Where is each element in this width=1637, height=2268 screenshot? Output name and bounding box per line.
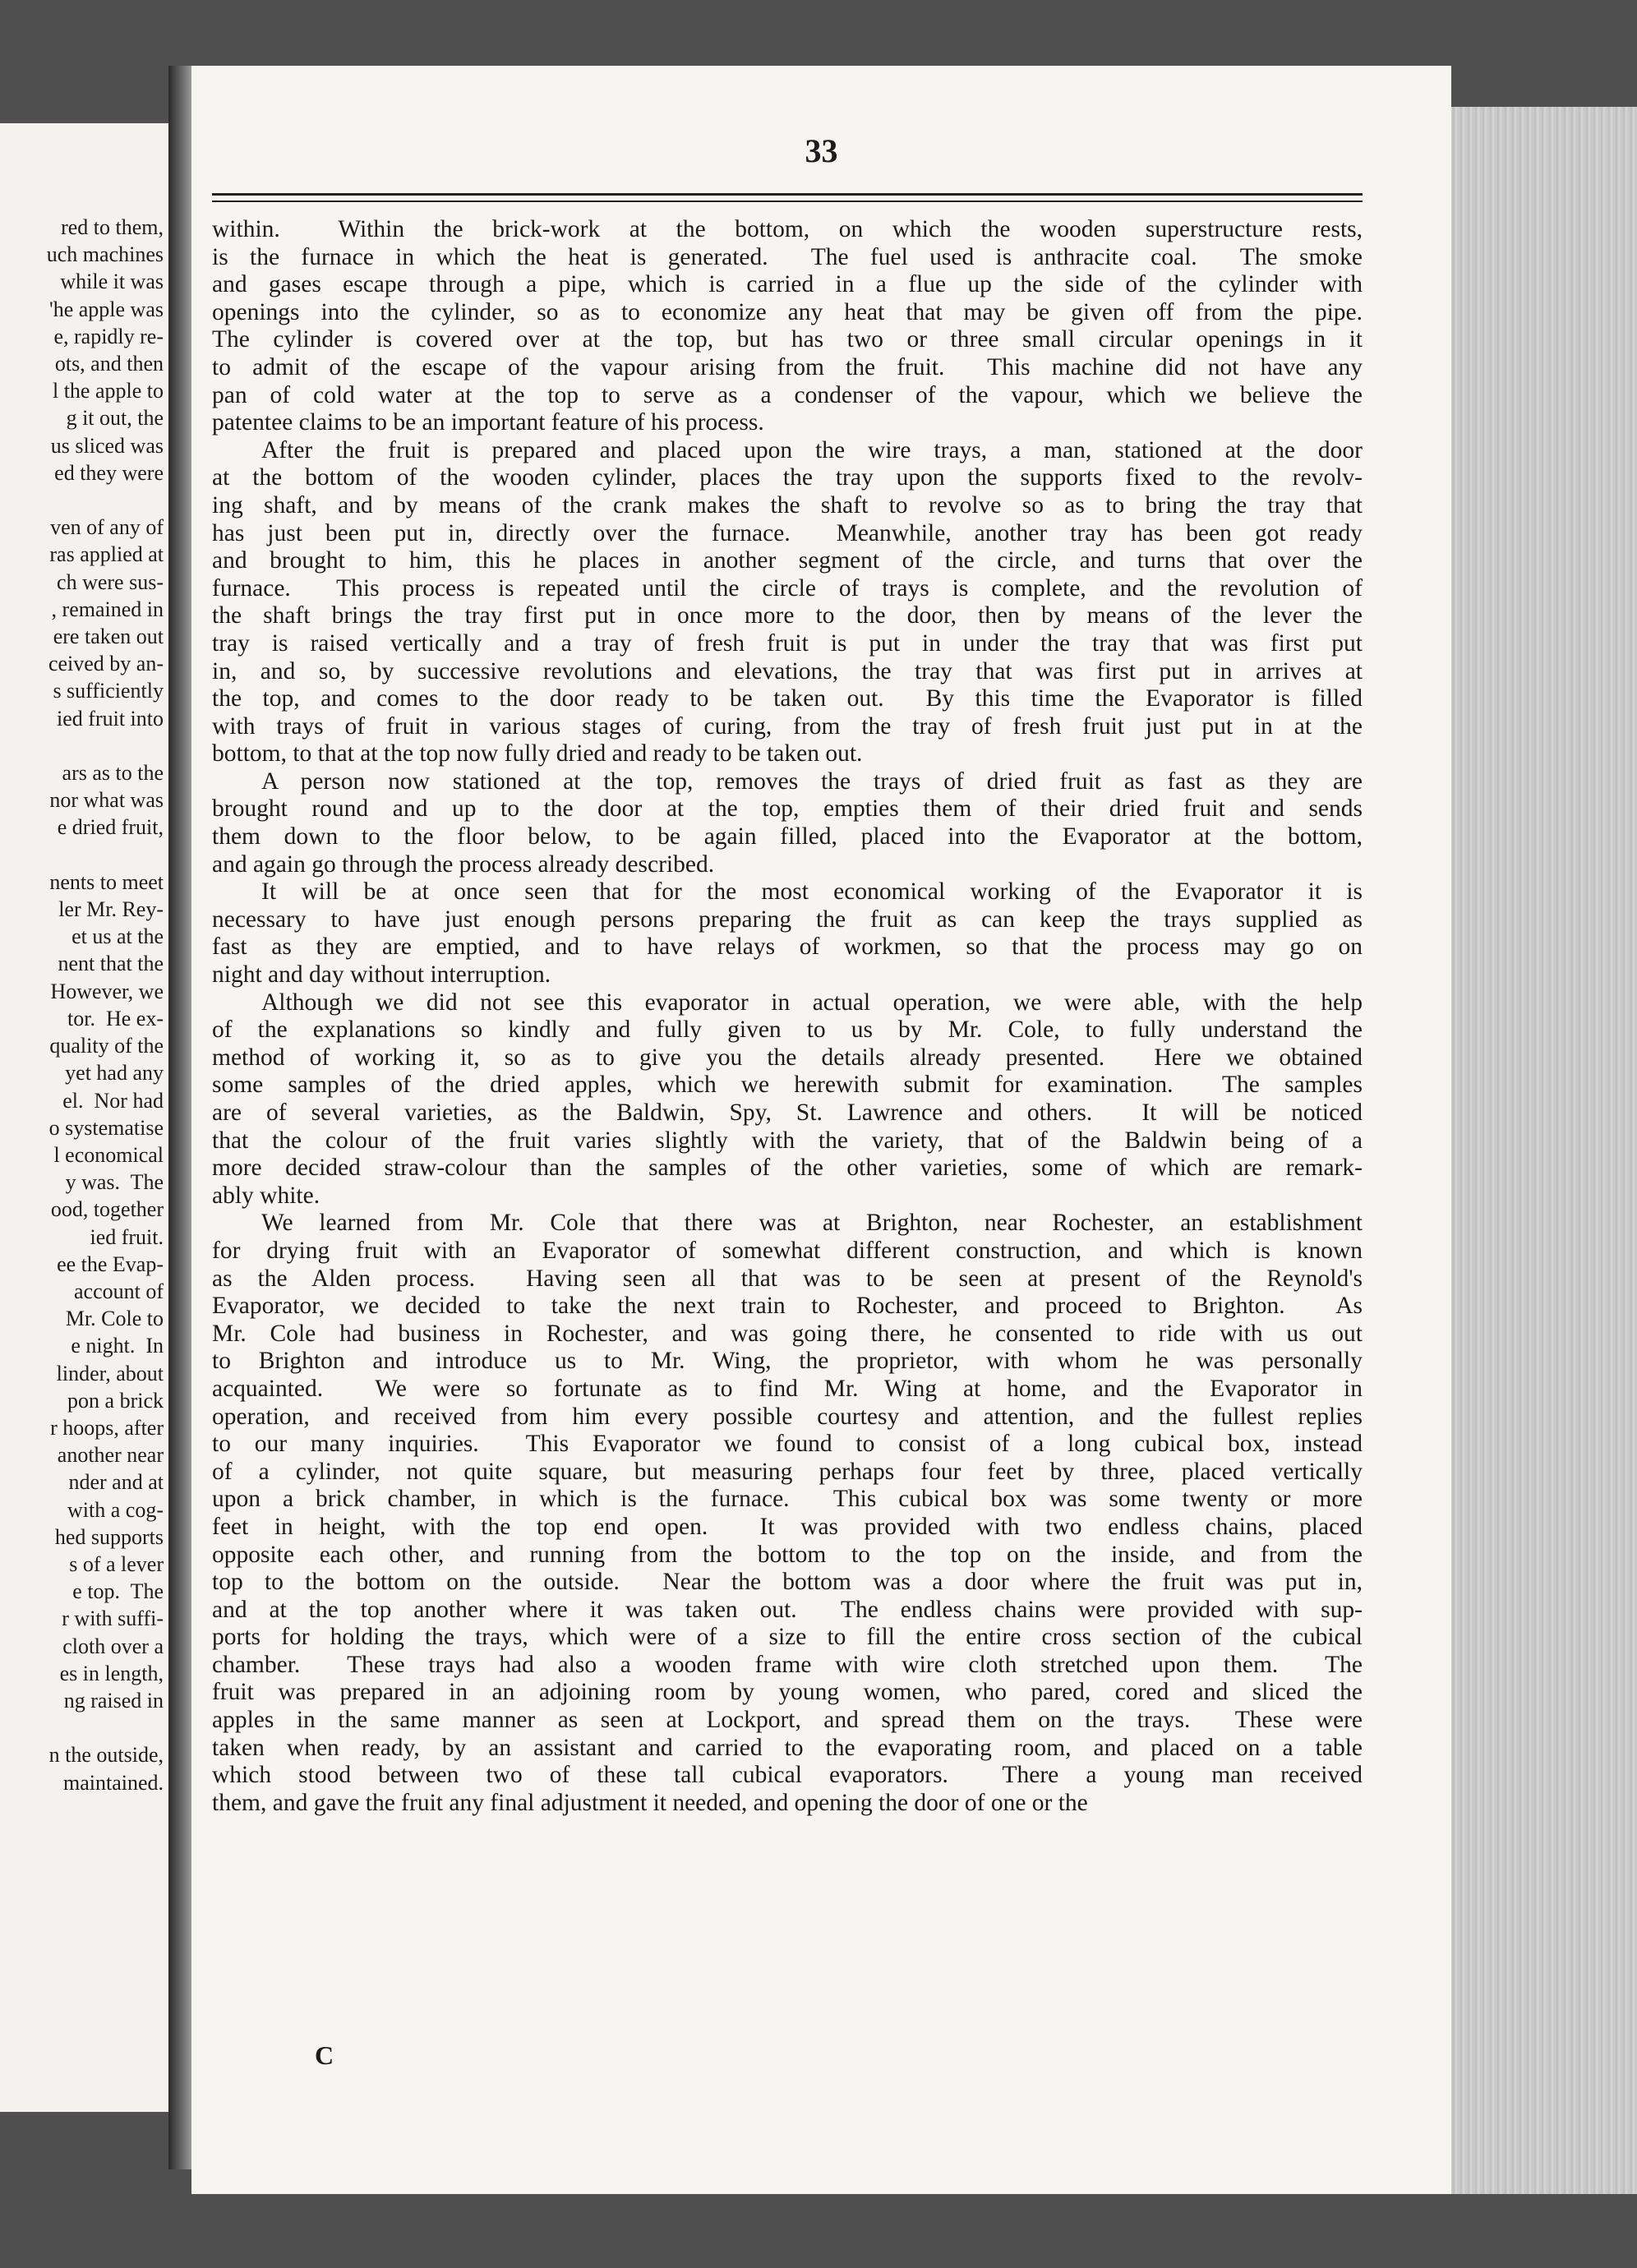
text-line: with trays of fruit in various stages of curing, from the tray of fresh fruit just put in at the bbox=[212, 712, 1363, 740]
previous-page-line: tor. He ex- bbox=[67, 1006, 164, 1030]
previous-page-line: nents to meet bbox=[49, 869, 164, 894]
previous-page-line bbox=[0, 732, 164, 759]
text-line: top to the bottom on the outside. Near the bottom was a door where the fruit was put in, bbox=[212, 1569, 1363, 1596]
text-line: and gases escape through a pipe, which is carried in a flue up the side of the cylinder with bbox=[212, 271, 1363, 298]
previous-page-line: ng raised in bbox=[63, 1688, 164, 1713]
previous-page-line: s sufficiently bbox=[53, 679, 164, 703]
text-line: them down to the floor below, to be again filled, placed into the Evaporator at the bottom, bbox=[212, 823, 1363, 850]
body-text bbox=[212, 216, 1363, 1817]
header-rule bbox=[212, 193, 1363, 206]
previous-page-line: Mr. Cole to bbox=[65, 1307, 164, 1331]
text-line: feet in height, with the top end open. It was provided with two endless chains, placed bbox=[212, 1513, 1363, 1540]
text-line: has just been put in, directly over the furnace. Meanwhile, another tray has been got ready bbox=[212, 519, 1363, 546]
previous-page-line: r with suffi- bbox=[62, 1606, 164, 1631]
previous-page-line: ied fruit. bbox=[90, 1224, 164, 1249]
previous-page-line: e top. The bbox=[72, 1579, 164, 1604]
text-line: A person now stationed at the top, removes the trays of dried fruit as fast as they are bbox=[261, 768, 1363, 795]
text-line: to our many inquiries. This Evaporator we found to consist of a long cubical box, instead bbox=[212, 1431, 1363, 1458]
previous-page-line: hed supports bbox=[54, 1524, 164, 1549]
previous-page-line: o systematise bbox=[48, 1115, 164, 1140]
previous-page-line: ras applied at bbox=[49, 542, 164, 567]
text-line: in, and so, by successive revolutions and elevations, the tray that was first put in arrives at bbox=[212, 657, 1363, 685]
text-line: night and day without interruption. bbox=[212, 961, 551, 989]
text-line: ing shaft, and by means of the crank makes the shaft to revolve so as to bring the tray that bbox=[212, 491, 1363, 519]
text-line: After the fruit is prepared and placed upon the wire trays, a man, stationed at the door bbox=[261, 436, 1363, 463]
text-line: as the Alden process. Having seen all that was to be seen at present of the Reynold's bbox=[212, 1265, 1363, 1292]
previous-page-line: es in length, bbox=[59, 1661, 164, 1685]
previous-page-line: e, rapidly re- bbox=[53, 324, 164, 348]
text-line: fruit was prepared in an adjoining room by young women, who pared, cored and sliced the bbox=[212, 1679, 1363, 1706]
previous-page-line: , remained in bbox=[51, 597, 164, 621]
page-number: 33 bbox=[805, 132, 838, 169]
text-line: of a cylinder, not quite square, but measuring perhaps four feet by three, placed vertically bbox=[212, 1458, 1363, 1485]
book-gutter bbox=[168, 66, 191, 2169]
previous-page-line: ch were sus- bbox=[57, 569, 164, 594]
previous-page-line: ots, and then bbox=[54, 352, 164, 376]
text-line: Evaporator, we decided to take the next train to Rochester, and proceed to Brighton. As bbox=[212, 1293, 1363, 1320]
text-line: method of working it, so as to give you the details already presented. Here we obtained bbox=[212, 1044, 1363, 1071]
text-line: and again go through the process already described. bbox=[212, 850, 715, 878]
signature-mark: C bbox=[315, 2040, 334, 2070]
text-line: pan of cold water at the top to serve as a condenser of the vapour, which we believe the bbox=[212, 381, 1363, 408]
text-line: to admit of the escape of the vapour arising from the fruit. This machine did not have any bbox=[212, 353, 1363, 380]
previous-page-line: 'he apple was bbox=[49, 297, 164, 321]
previous-page-line: l economical bbox=[53, 1142, 164, 1167]
previous-page-line bbox=[0, 841, 164, 869]
text-line: apples in the same manner as seen at Lockport, and spread them on the trays. These were bbox=[212, 1707, 1363, 1734]
paragraph bbox=[212, 768, 1363, 878]
previous-page-line bbox=[0, 1714, 164, 1741]
text-line: opposite each other, and running from the bottom to the top on the inside, and from the bbox=[212, 1541, 1363, 1568]
text-line: acquainted. We were so fortunate as to find Mr. Wing at home, and the Evaporator in bbox=[212, 1375, 1363, 1402]
previous-page-line: ood, together bbox=[50, 1197, 164, 1222]
previous-page-line: nent that the bbox=[58, 952, 164, 976]
previous-page-line: another near bbox=[57, 1443, 164, 1468]
text-line: of the explanations so kindly and fully given to us by Mr. Cole, to fully understand the bbox=[212, 1016, 1363, 1044]
previous-page-line: ceived by an- bbox=[48, 652, 164, 676]
previous-page-line: ied fruit into bbox=[57, 706, 164, 731]
text-line: tray is raised vertically and a tray of fresh fruit is put in under the tray that was first put bbox=[212, 629, 1363, 657]
text-line: and at the top another where it was taken out. The endless chains were provided with sup- bbox=[212, 1596, 1363, 1623]
text-line: operation, and received from him every possible courtesy and attention, and the fullest replies bbox=[212, 1403, 1363, 1430]
text-line: It will be at once seen that for the most economical working of the Evaporator it is bbox=[261, 878, 1363, 906]
paragraph bbox=[212, 216, 1363, 437]
text-line: some samples of the dried apples, which we herewith submit for examination. The samples bbox=[212, 1072, 1363, 1099]
previous-page-line: ere taken out bbox=[53, 625, 164, 649]
text-line: ports for holding the trays, which were of a size to fill the entire cross section of the cubical bbox=[212, 1624, 1363, 1651]
text-line: and brought to him, this he places in another segment of the circle, and turns that over the bbox=[212, 547, 1363, 574]
previous-page-line: s of a lever bbox=[69, 1551, 164, 1576]
previous-page-line: n the outside, bbox=[48, 1743, 164, 1768]
previous-page-line: nder and at bbox=[68, 1470, 164, 1495]
paragraph bbox=[212, 437, 1363, 768]
text-line: The cylinder is covered over at the top, but has two or three small circular openings in it bbox=[212, 326, 1363, 353]
text-line: chamber. These trays had also a wooden frame with wire cloth stretched upon them. The bbox=[212, 1651, 1363, 1678]
text-line: bottom, to that at the top now fully dried and ready to be taken out. bbox=[212, 740, 863, 768]
previous-page-line: ars as to the bbox=[62, 761, 164, 786]
previous-page-line: y was. The bbox=[65, 1170, 164, 1195]
text-line: is the furnace in which the heat is generated. The fuel used is anthracite coal. The smoke bbox=[212, 243, 1363, 270]
previous-page-line: l the apple to bbox=[52, 379, 164, 403]
text-line: Mr. Cole had business in Rochester, and was going there, he consented to ride with us out bbox=[212, 1320, 1363, 1347]
previous-page-line: nor what was bbox=[49, 788, 164, 813]
previous-page-line bbox=[0, 486, 164, 514]
previous-page-line: cloth over a bbox=[62, 1634, 164, 1658]
text-line: necessary to have just enough persons preparing the fruit as can keep the trays supplied as bbox=[212, 906, 1363, 933]
text-line: the top, and comes to the door ready to be taken out. By this time the Evaporator is filled bbox=[212, 685, 1363, 712]
previous-page-line: e night. In bbox=[71, 1334, 164, 1358]
previous-page-line: ed they were bbox=[54, 460, 164, 485]
previous-page-line: el. Nor had bbox=[62, 1088, 164, 1113]
text-line: ably white. bbox=[212, 1182, 320, 1209]
page bbox=[191, 66, 1451, 2194]
text-line: them, and gave the fruit any final adjustment it needed, and opening the door of one or the bbox=[212, 1789, 1088, 1816]
previous-page-line: r hoops, after bbox=[50, 1415, 164, 1440]
text-line: Although we did not see this evaporator in actual operation, we were able, with the help bbox=[261, 989, 1363, 1016]
text-line: at the bottom of the wooden cylinder, places the tray upon the supports fixed to the revolv- bbox=[212, 464, 1363, 491]
text-line: more decided straw-colour than the samples of the other varieties, some of which are remark- bbox=[212, 1155, 1363, 1182]
previous-page-line: us sliced was bbox=[50, 433, 164, 458]
text-line: which stood between two of these tall cubical evaporators. There a young man received bbox=[212, 1762, 1363, 1789]
text-line: We learned from Mr. Cole that there was at Brighton, near Rochester, an establishment bbox=[261, 1210, 1363, 1237]
paragraph bbox=[212, 878, 1363, 989]
previous-page-line: account of bbox=[73, 1279, 164, 1303]
previous-page-line: quality of the bbox=[49, 1034, 164, 1058]
text-line: to Brighton and introduce us to Mr. Wing, the proprietor, with whom he was personally bbox=[212, 1348, 1363, 1375]
previous-page-line: pon a brick bbox=[67, 1388, 164, 1413]
previous-page-line: maintained. bbox=[62, 1770, 164, 1795]
previous-page-line: with a cog- bbox=[67, 1497, 164, 1522]
previous-page-line: g it out, the bbox=[66, 406, 164, 431]
text-line: that the colour of the fruit varies slightly with the variety, that of the Baldwin being of a bbox=[212, 1127, 1363, 1154]
text-line: patentee claims to be an important feature of his process. bbox=[212, 409, 764, 436]
previous-page-line: However, we bbox=[50, 979, 164, 1003]
text-line: furnace. This process is repeated until the circle of trays is complete, and the revolution of bbox=[212, 574, 1363, 602]
paragraph bbox=[212, 989, 1363, 1210]
text-line: fast as they are emptied, and to have relays of workmen, so that the process may go on bbox=[212, 933, 1363, 961]
page-edges bbox=[1451, 107, 1637, 2194]
previous-page-line: ler Mr. Rey- bbox=[58, 897, 164, 922]
previous-page-line: linder, about bbox=[56, 1361, 164, 1385]
previous-page-text bbox=[0, 214, 164, 1796]
previous-page-line: red to them, bbox=[61, 215, 164, 239]
text-line: upon a brick chamber, in which is the furnace. This cubical box was some twenty or more bbox=[212, 1486, 1363, 1513]
previous-page-line: ee the Evap- bbox=[57, 1252, 164, 1276]
text-line: within. Within the brick-work at the bottom, on which the wooden superstructure rests, bbox=[212, 216, 1363, 242]
previous-page-line: uch machines bbox=[46, 242, 164, 267]
text-line: the shaft brings the tray first put in once more to the door, then by means of the lever the bbox=[212, 602, 1363, 629]
previous-page-line: ven of any of bbox=[50, 515, 164, 540]
previous-page-fragment bbox=[0, 123, 168, 2112]
text-line: brought round and up to the door at the top, empties them of their dried fruit and sends bbox=[212, 795, 1363, 823]
text-line: for drying fruit with an Evaporator of somewhat different construction, and which is known bbox=[212, 1237, 1363, 1264]
paragraph bbox=[212, 1210, 1363, 1817]
text-line: are of several varieties, as the Baldwin, Spy, St. Lawrence and others. It will be noticed bbox=[212, 1099, 1363, 1126]
previous-page-line: et us at the bbox=[71, 924, 164, 949]
previous-page-line: while it was bbox=[60, 270, 164, 294]
previous-page-line: yet had any bbox=[65, 1061, 164, 1086]
text-line: taken when ready, by an assistant and carried to the evaporating room, and placed on a table bbox=[212, 1734, 1363, 1761]
text-line: openings into the cylinder, so as to economize any heat that may be given off from the pipe. bbox=[212, 298, 1363, 325]
previous-page-line: e dried fruit, bbox=[57, 815, 164, 840]
